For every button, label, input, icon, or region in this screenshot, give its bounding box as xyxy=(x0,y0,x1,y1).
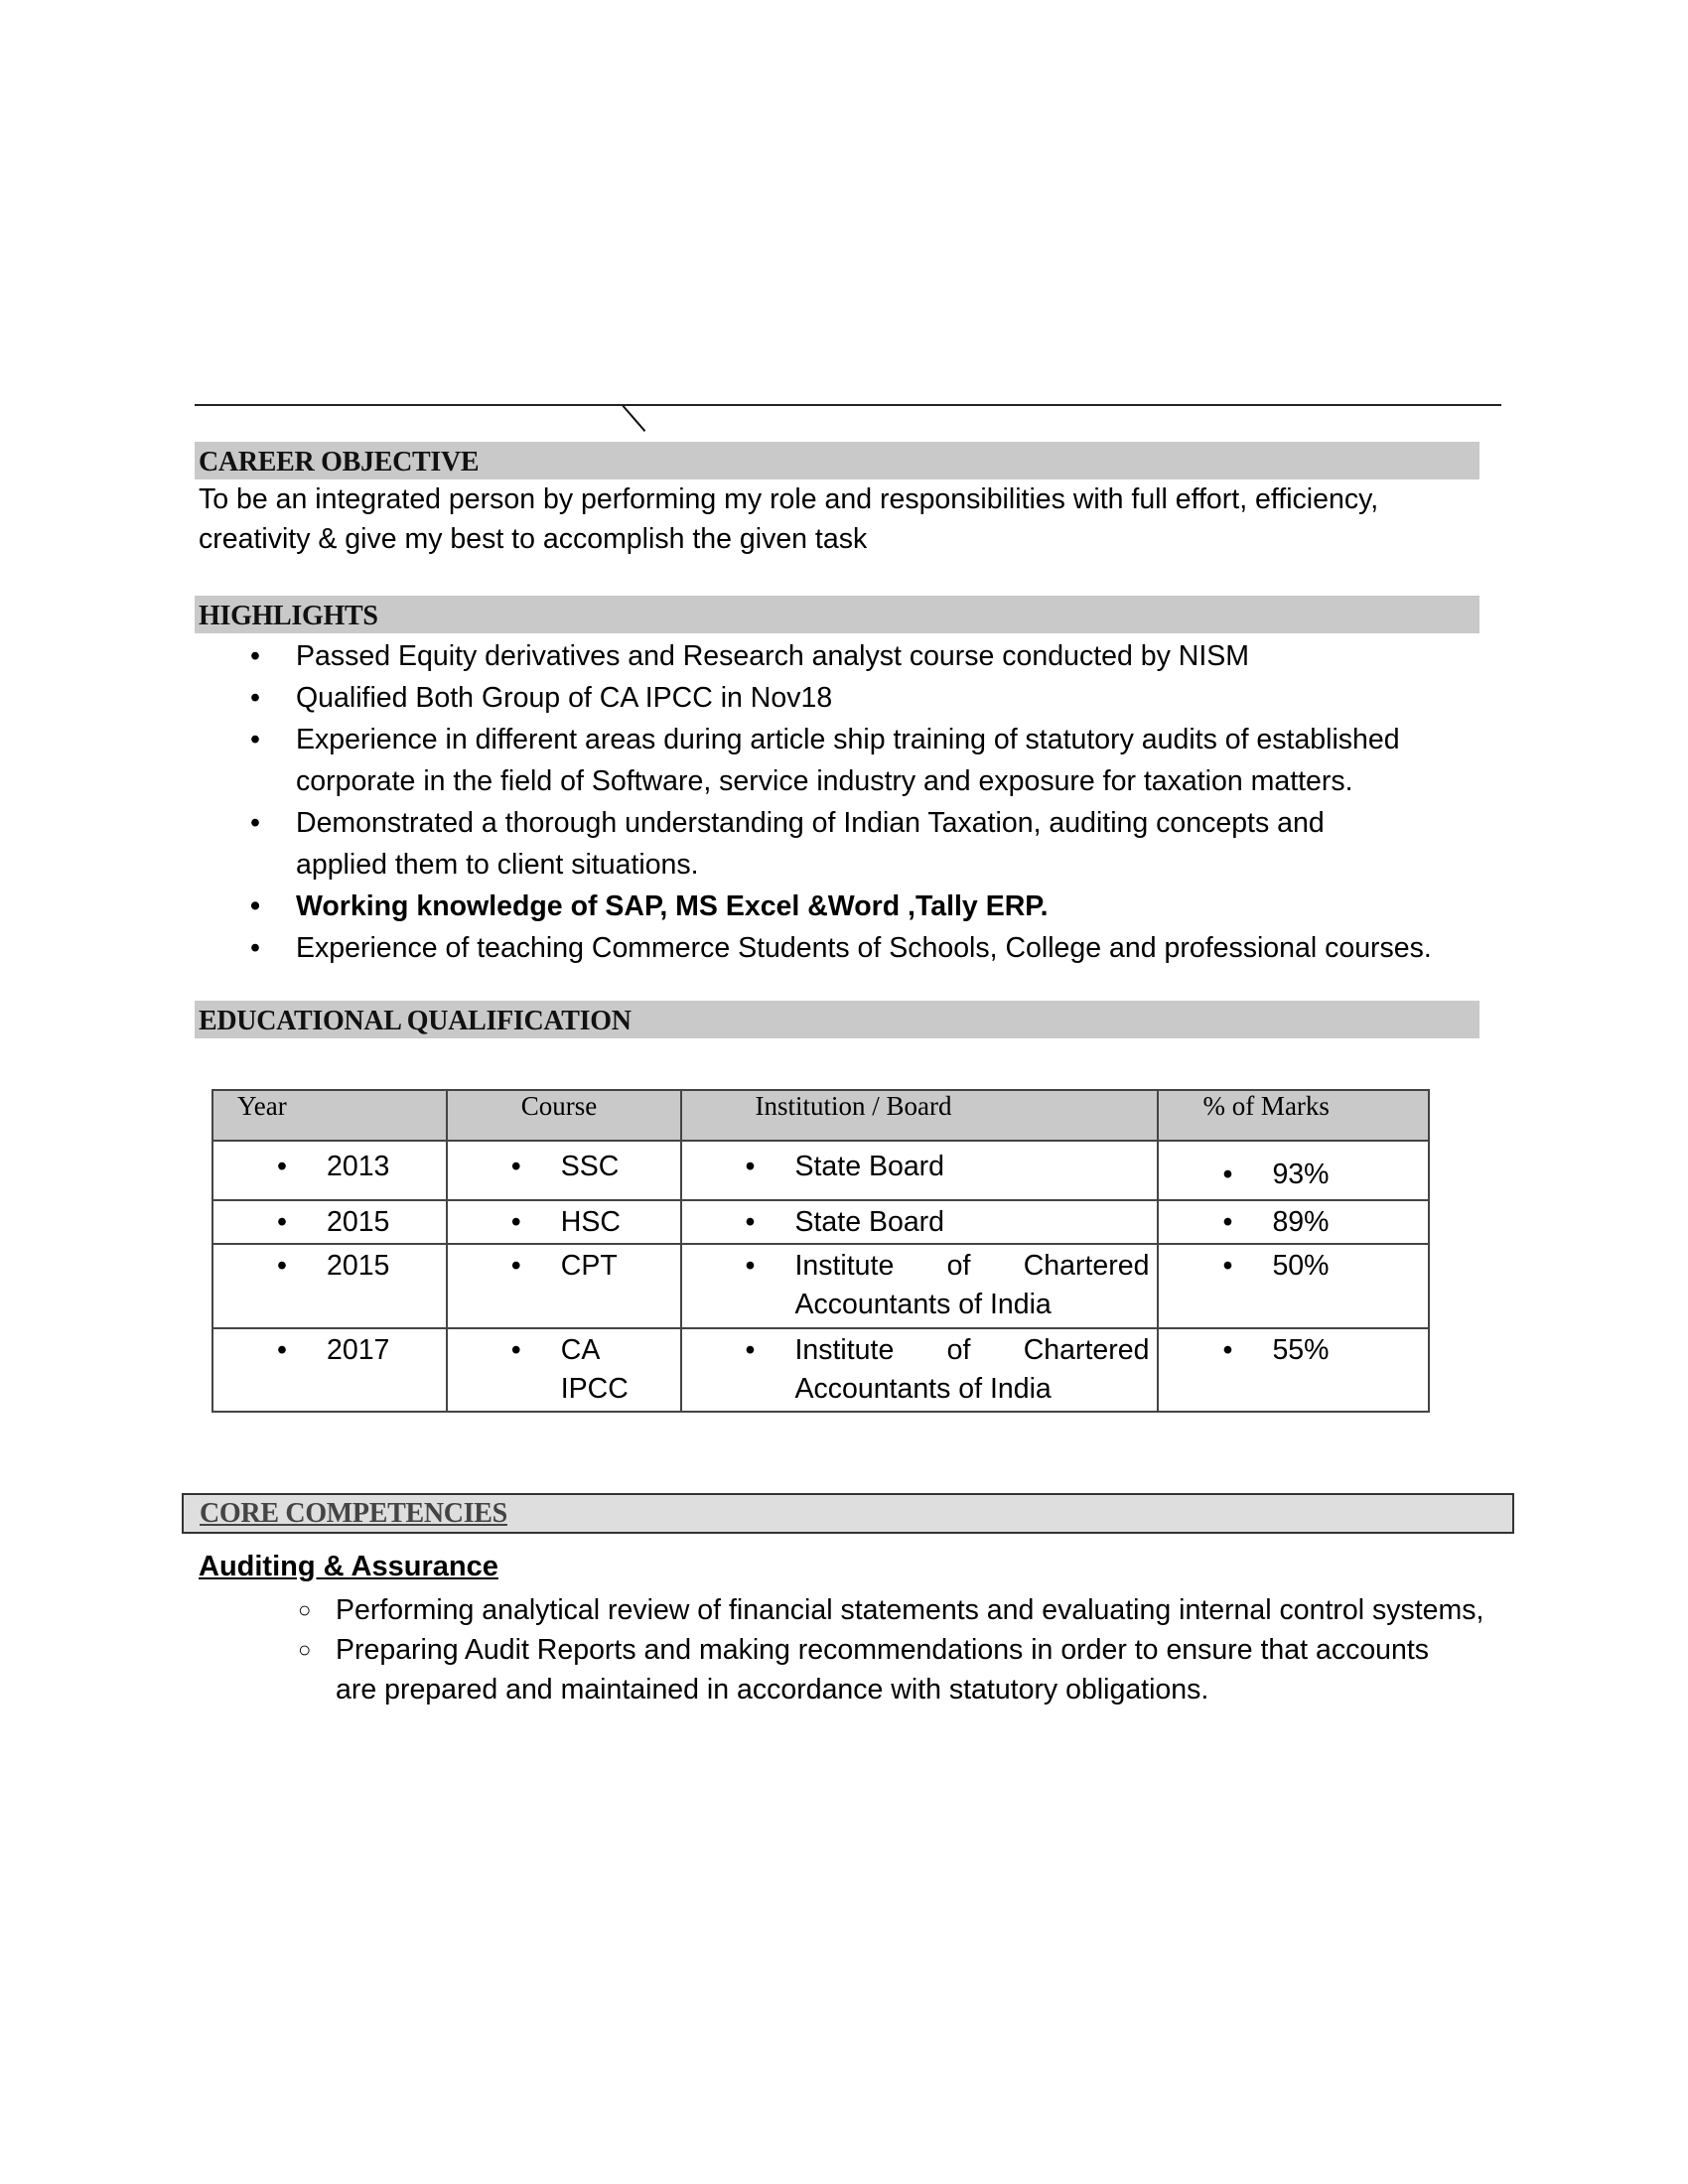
auditing-assurance-heading: Auditing & Assurance xyxy=(199,1551,498,1582)
table-row xyxy=(212,1244,1429,1328)
bullet-icon: • xyxy=(250,640,260,672)
year-text: 2015 xyxy=(327,1250,390,1282)
bullet-icon: • xyxy=(250,890,260,922)
course-text: HSC xyxy=(560,1206,621,1238)
section-title: CORE COMPETENCIES xyxy=(200,1498,507,1529)
highlight-item xyxy=(228,802,1499,886)
column-header-institution: Institution / Board xyxy=(681,1090,1159,1141)
highlight-text: Demonstrated a thorough understanding of Indian Taxation, auditing concepts and applied them to client situations. xyxy=(296,807,1325,881)
bullet-icon: • xyxy=(277,1206,287,1238)
marks-text: 55% xyxy=(1272,1334,1330,1366)
bullet-icon: • xyxy=(745,1250,756,1282)
cell-marks xyxy=(1158,1328,1429,1412)
bullet-icon: • xyxy=(250,724,260,755)
bullet-icon: • xyxy=(1222,1206,1233,1238)
bullet-icon: • xyxy=(1222,1159,1233,1190)
highlights-list xyxy=(228,635,1499,969)
highlight-item xyxy=(228,719,1499,802)
highlights-header xyxy=(195,596,1479,633)
institution-text: State Board xyxy=(794,1206,945,1238)
bullet-icon: • xyxy=(277,1334,287,1366)
institution-text: Accountants of India xyxy=(794,1373,1052,1405)
competency-text: Preparing Audit Reports and making recommendations in order to ensure that accounts are prepared and maintained in accordance with statutory obligations. xyxy=(336,1634,1430,1706)
marks-text: 89% xyxy=(1272,1206,1330,1238)
bullet-icon: • xyxy=(1222,1334,1233,1366)
cell-institution xyxy=(681,1200,1159,1244)
career-objective-header xyxy=(195,442,1479,479)
cell-course xyxy=(447,1141,681,1200)
bullet-icon: • xyxy=(510,1151,521,1182)
bullet-icon: • xyxy=(277,1250,287,1282)
hollow-circle-bullet-icon: ○ xyxy=(298,1637,312,1662)
bullet-icon: • xyxy=(250,807,260,839)
institution-text: Institute of Chartered xyxy=(794,1250,1150,1282)
section-title: HIGHLIGHTS xyxy=(199,601,378,631)
bullet-icon: • xyxy=(1222,1250,1233,1282)
year-text: 2015 xyxy=(327,1206,390,1238)
cell-year xyxy=(212,1244,447,1328)
table-header-row xyxy=(212,1090,1429,1141)
institution-text: State Board xyxy=(794,1151,945,1182)
year-text: 2013 xyxy=(327,1151,390,1182)
table-row xyxy=(212,1200,1429,1244)
bullet-icon: • xyxy=(277,1151,287,1182)
section-title: CAREER OBJECTIVE xyxy=(199,447,480,478)
cell-course xyxy=(447,1244,681,1328)
section-title: EDUCATIONAL QUALIFICATION xyxy=(199,1006,632,1036)
highlight-item xyxy=(228,927,1499,969)
bullet-icon: • xyxy=(745,1334,756,1366)
cell-year xyxy=(212,1141,447,1200)
bullet-icon: • xyxy=(250,932,260,964)
bullet-icon: • xyxy=(745,1151,756,1182)
cell-course xyxy=(447,1328,681,1412)
column-header-course: Course xyxy=(447,1090,681,1141)
competency-text: Performing analytical review of financial statements and evaluating internal control systems, xyxy=(336,1594,1484,1626)
cell-institution xyxy=(681,1244,1159,1328)
highlight-text: Working knowledge of SAP, MS Excel &Word ,Tally ERP. xyxy=(296,890,1049,922)
column-header-year: Year xyxy=(212,1090,447,1141)
competency-item xyxy=(298,1630,1489,1709)
cell-marks xyxy=(1158,1200,1429,1244)
highlight-text: Passed Equity derivatives and Research analyst course conducted by NISM xyxy=(296,640,1249,672)
bullet-icon: • xyxy=(745,1206,756,1238)
education-header xyxy=(195,1001,1479,1038)
bullet-icon: • xyxy=(510,1250,521,1282)
cell-institution xyxy=(681,1141,1159,1200)
institution-text: Accountants of India xyxy=(794,1289,1052,1320)
cell-year xyxy=(212,1328,447,1412)
core-competencies-list xyxy=(298,1590,1489,1709)
header-divider-line xyxy=(195,404,1501,406)
course-text: SSC xyxy=(560,1151,620,1182)
column-header-marks: % of Marks xyxy=(1158,1090,1429,1141)
highlight-text: Experience of teaching Commerce Students of Schools, College and professional courses. xyxy=(296,932,1432,964)
table-row xyxy=(212,1141,1429,1200)
career-objective-line: To be an integrated person by performing my role and responsibilities with full effort, efficiency, xyxy=(199,483,1379,515)
divider-slash-mark xyxy=(622,405,645,432)
cell-marks xyxy=(1158,1141,1429,1200)
marks-text: 93% xyxy=(1272,1159,1330,1190)
career-objective-line: creativity & give my best to accomplish the given task xyxy=(199,523,868,555)
core-competencies-header xyxy=(182,1493,1514,1534)
course-text: CPT xyxy=(560,1250,618,1282)
highlight-item xyxy=(228,886,1499,927)
career-objective-text xyxy=(199,479,1489,559)
cell-year xyxy=(212,1200,447,1244)
highlight-text: Qualified Both Group of CA IPCC in Nov18 xyxy=(296,682,833,714)
course-text: CA IPCC xyxy=(560,1334,629,1405)
bullet-icon: • xyxy=(510,1206,521,1238)
highlight-text: Experience in different areas during article ship training of statutory audits of established corporate in the field of Software, service industry and exposure for taxation matters. xyxy=(296,724,1400,797)
table-row xyxy=(212,1328,1429,1412)
bullet-icon: • xyxy=(250,682,260,714)
highlight-item xyxy=(228,635,1499,677)
year-text: 2017 xyxy=(327,1334,390,1366)
cell-institution xyxy=(681,1328,1159,1412)
cell-marks xyxy=(1158,1244,1429,1328)
cell-course xyxy=(447,1200,681,1244)
education-table xyxy=(211,1089,1430,1413)
marks-text: 50% xyxy=(1272,1250,1330,1282)
hollow-circle-bullet-icon: ○ xyxy=(298,1597,312,1622)
institution-text: Institute of Chartered xyxy=(794,1334,1150,1366)
highlight-item xyxy=(228,677,1499,719)
competency-item xyxy=(298,1590,1489,1630)
bullet-icon: • xyxy=(510,1334,521,1366)
